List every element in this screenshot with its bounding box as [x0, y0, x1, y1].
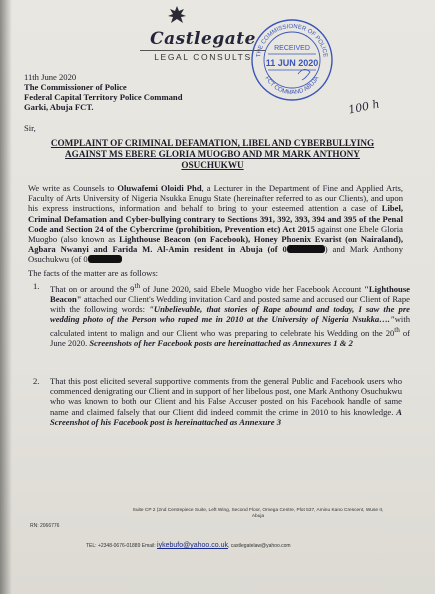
stamp-ring-top: THE COMMISSIONER OF POLICE: [256, 23, 328, 58]
redacted-phone: [287, 245, 325, 253]
stamp-date: 11 JUN 2020: [265, 58, 319, 68]
redacted-phone: [88, 255, 122, 263]
salutation: Sir,: [24, 123, 36, 133]
handwritten-note: [346, 92, 386, 120]
addressee-line: Garki, Abuja FCT.: [24, 102, 94, 113]
fact-1-paragraph: That on or around the 9th of June 2020, said Ebele Muogbo vide her Facebook Account "Lighthouse Beacon" attached our Client's Wedding invitation Card and posted same and accused our Client of Rape with the following words: "Unbelievable, that stories of Rape abound and today, I saw the pre wedding photo of the Person who raped me in 2010 at the University of Nigeria Nsukka…."with calculated intent to malign and our Client who was preparing to celebrate his Wedding on the 20th of June 2020. Screenshots of her Facebook posts are hereinattached as Annexures 1 & 2: [50, 282, 410, 348]
fact-2-paragraph: That this post elicited several supportive comments from the general Public and Facebook users who commenced denigrating our Client and in support of her libelous post, one Mark Anthony Osuchukwu who was known to both our Client and his False Accuser posted on his Facebook handle of same name and claimed falsely that our Client did indeed commit the crime in 2010 to his knowledge. A Screenshot of his Facebook post is hereinattached as Annexure 3: [50, 376, 402, 427]
stamp-ring-bottom: FCT COMMAND ABUJA: [263, 75, 321, 97]
police-received-stamp: [248, 14, 336, 102]
stamp-received: RECEIVED: [274, 45, 310, 52]
footer-email-link[interactable]: iykebufo@yahoo.co.uk: [157, 542, 228, 549]
page-shadow: [0, 0, 12, 594]
subject-heading: COMPLAINT OF CRIMINAL DEFAMATION, LIBEL AND CYBERBULLYING AGAINST MS EBERE GLORIA MUOGBO AND MR MARK ANTHONY OSUCHUKWU: [50, 138, 375, 170]
addressee-block: [24, 82, 182, 113]
facts-heading: The facts of the matter are as follows:: [28, 268, 159, 278]
footer-rc-number: RN: 2066776: [30, 523, 60, 529]
addressee-line: The Commissioner of Police: [24, 82, 127, 92]
fact-number: 1.: [33, 281, 40, 291]
addressee-line: Federal Capital Territory Police Command: [24, 92, 183, 103]
svg-text:100 h: 100 h: [347, 97, 381, 117]
footer-address: Suite CP 2 (2nd Centrepiece Suite, Left Wing, Second Floor, Omega Centre, Plot 537, Aminu Kano Crescent, Wuse II, Abuja: [132, 508, 384, 519]
castle-crest-icon: [166, 4, 188, 26]
letter-date: 11th June 2020: [24, 72, 77, 82]
letterhead-name: Castlegate: [150, 29, 256, 49]
footer-contact: TEL: +2348-0676-01889 Email: iykebufo@yahoo.co.uk, castlegatelaw@yahoo.com: [86, 542, 291, 549]
intro-paragraph: We write as Counsels to Oluwafemi Oloidi Phd, a Lecturer in the Department of Fine and Applied Arts, Faculty of Arts University of Nigeria Nsukka Enugu State (hereinafter referred to as our Clients), and upon his express instructions, information and behalf to bring to your esteemed attention a case of Libel, Criminal Defamation and Cyber-bullying contrary to Sections 391, 392, 393, 394 and 395 of the Penal Code and Section 24 of the Cybercrime (prohibition, Prevention etc) Act 2015 against one Ebele Gloria Muogbo (also known as Lighthouse Beacon (on Facebook), Honey Phoenix Evarist (on Nairaland), Agbara Nwanyi and Farida M. Al-Amin resident in Abuja (of 0 ) and Mark Anthony Osuchukwu (of 0: [28, 183, 404, 265]
letterhead-subtitle: LEGAL CONSULTS: [154, 52, 252, 62]
fact-number: 2.: [33, 376, 40, 386]
